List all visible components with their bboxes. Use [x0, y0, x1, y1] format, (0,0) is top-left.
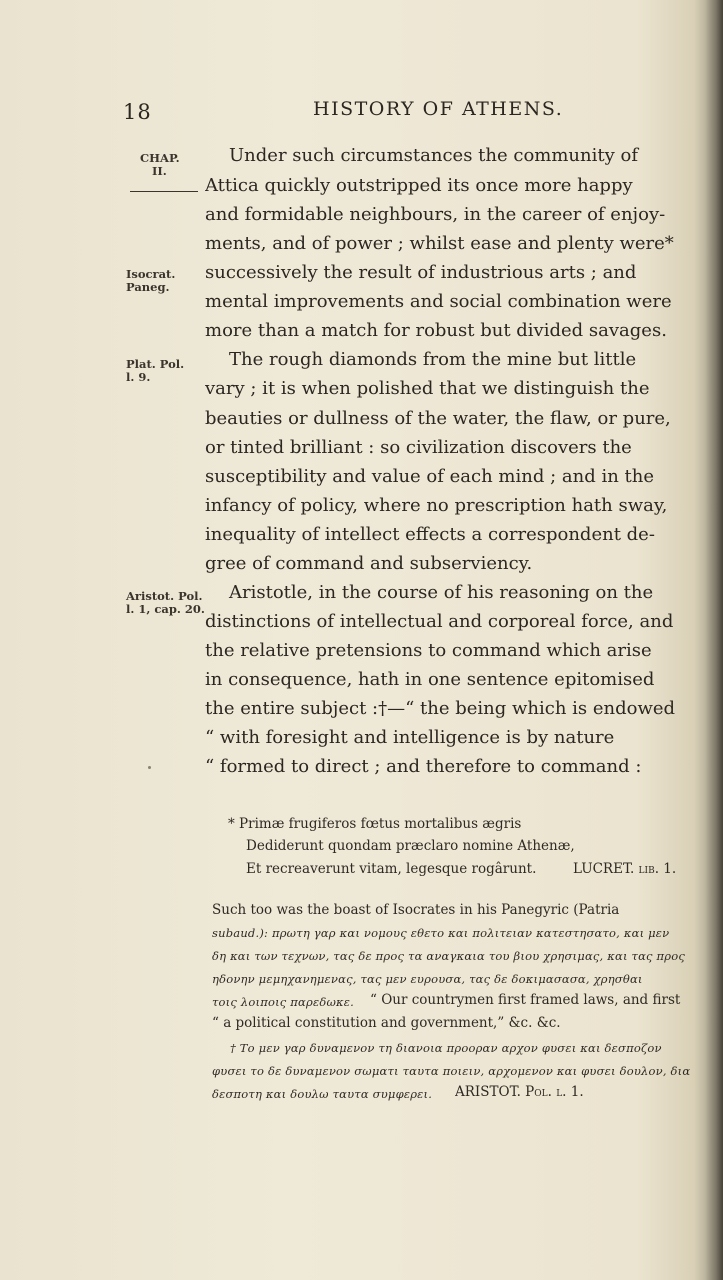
body-line: mental improvements and social combination were	[205, 291, 672, 312]
body-line: The rough diamonds from the mine but little	[229, 349, 637, 370]
body-line: Attica quickly outstripped its once more happy	[205, 175, 633, 196]
body-line: susceptibility and value of each mind ; and in the	[205, 466, 654, 487]
ink-speck	[148, 766, 151, 769]
page-edge-shadow	[705, 0, 723, 1280]
footnote-greek-line: φυσει το δε δυναμενον σωματι ταυτα ποιειν, αρχομενον και φυσει δουλον, δια	[212, 1064, 691, 1078]
body-line: distinctions of intellectual and corporeal force, and	[205, 611, 674, 632]
body-line: “ formed to direct ; and therefore to command :	[205, 756, 642, 777]
footnote-greek-line: τοις λοιποις παρεδωκε.	[212, 995, 355, 1009]
margin-note-isocrat: Isocrat.	[126, 267, 176, 281]
footnote-greek-line: † Το μεν γαρ δυναμενον τη διανοια προοραν αρχον φυσει και δεσποζον	[230, 1041, 662, 1055]
running-head: HISTORY OF ATHENS.	[313, 98, 564, 120]
body-line: and formidable neighbours, in the career of enjoy-	[205, 204, 666, 225]
margin-chapter-number: II.	[152, 164, 167, 178]
body-line: the entire subject :†—“ the being which is endowed	[205, 698, 676, 719]
footnote-greek-line: ηδονην μεμηχανημενας, τας μεν ευρουσα, τας δε δοκιμασασα, χρησθαι	[212, 972, 643, 986]
footnote-verse-line: Et recreaverunt vitam, legesque rogârunt.	[246, 861, 537, 877]
page-number: 18	[123, 100, 152, 124]
footnote-line: “ a political constitution and government,” &c. &c.	[212, 1015, 561, 1031]
body-line: Aristotle, in the course of his reasoning on the	[229, 582, 654, 603]
body-line: gree of command and subserviency.	[205, 553, 533, 574]
body-line: the relative pretensions to command which arise	[205, 640, 652, 661]
body-line: “ with foresight and intelligence is by nature	[205, 727, 615, 748]
body-line: vary ; it is when polished that we distinguish the	[205, 378, 650, 399]
footnote-verse-line: Dediderunt quondam præclaro nomine Athenæ,	[246, 838, 575, 854]
footnote-greek-line: δη και των τεχνων, τας δε προς τα αναγκαια του βιου χρησιμας, και τας προς	[212, 949, 686, 963]
margin-note-aristot-ref: l. 1, cap. 20.	[126, 602, 205, 616]
margin-note-paneg: Paneg.	[126, 280, 170, 294]
body-line: ments, and of power ; whilst ease and plenty were*	[205, 233, 674, 254]
body-line: beauties or dullness of the water, the flaw, or pure,	[205, 408, 671, 429]
margin-note-plat-book: l. 9.	[126, 370, 151, 384]
margin-note-aristot: Aristot. Pol.	[126, 589, 203, 603]
body-line: infancy of policy, where no prescription hath sway,	[205, 495, 668, 516]
footnote-citation: LUCRET. lib. 1.	[573, 861, 677, 877]
footnote-verse-line: * Primæ frugiferos fœtus mortalibus ægris	[228, 816, 522, 832]
chapter-rule	[130, 191, 198, 192]
margin-note-plat: Plat. Pol.	[126, 357, 185, 371]
body-line: more than a match for robust but divided savages.	[205, 320, 667, 341]
footnote-line: “ Our countrymen first framed laws, and first	[370, 992, 681, 1008]
body-line: Under such circumstances the community of	[229, 145, 638, 166]
margin-chapter-label: CHAP.	[140, 151, 180, 165]
body-line: or tinted brilliant : so civilization discovers the	[205, 437, 632, 458]
body-line: inequality of intellect effects a correspondent de-	[205, 524, 655, 545]
footnote-citation: ARISTOT. Pol. l. 1.	[455, 1084, 584, 1100]
footnote-greek-line: δεσποτη και δουλω ταυτα συμφερει.	[212, 1087, 433, 1101]
footnote-greek-line: subaud.): πρωτη γαρ και νομους εθετο και πολιτειαν κατεστησατο, και μεν	[212, 926, 670, 940]
body-line: in consequence, hath in one sentence epitomised	[205, 669, 655, 690]
footnote-line: Such too was the boast of Isocrates in his Panegyric (Patria	[212, 902, 620, 918]
body-line: successively the result of industrious arts ; and	[205, 262, 637, 283]
